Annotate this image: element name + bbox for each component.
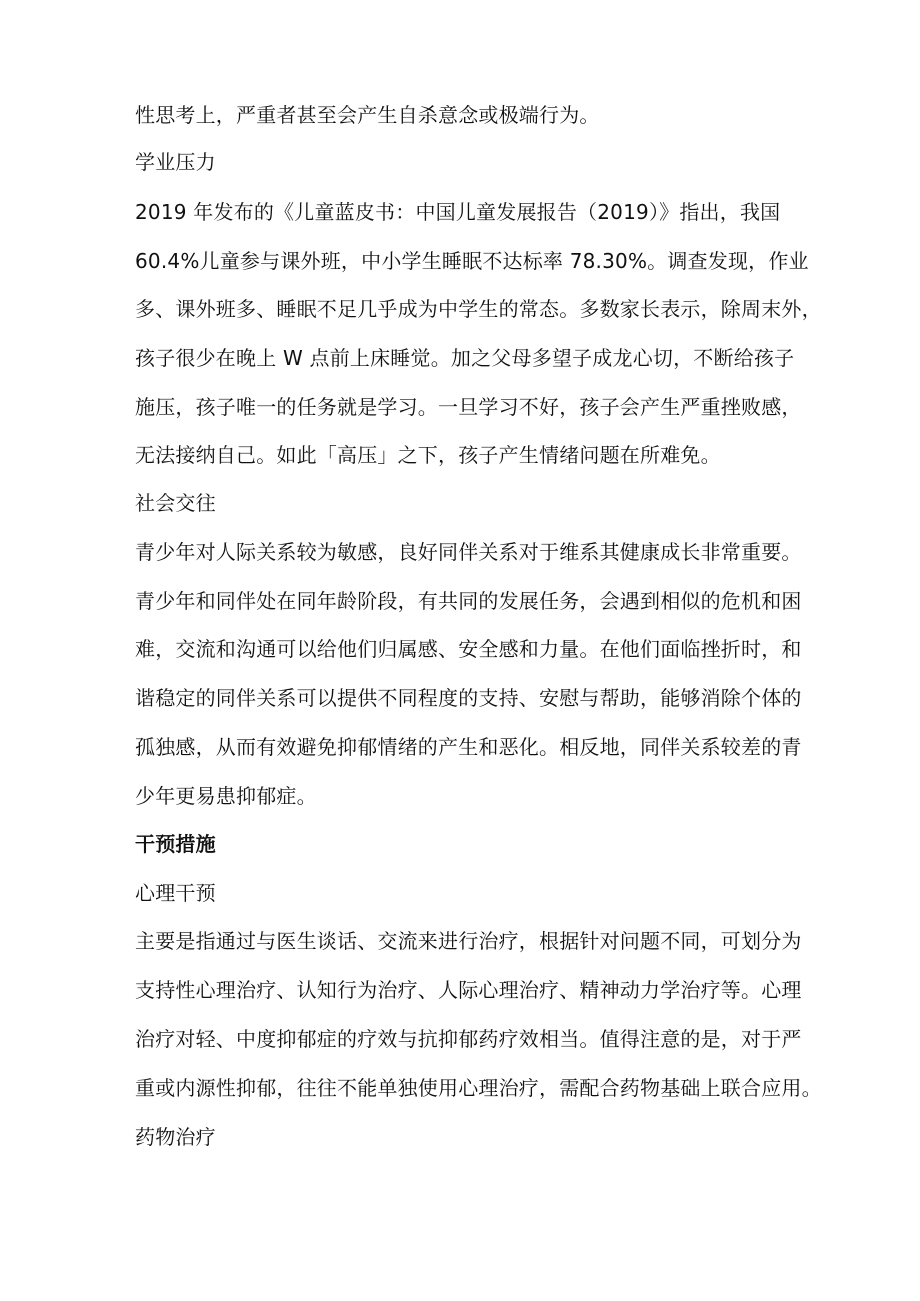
text-line: 支持性心理治疗、认知行为治疗、人际心理治疗、精神动力学治疗等。心理 — [135, 978, 802, 1002]
subheading-drug-treatment: 药物治疗 — [135, 1125, 216, 1149]
subheading-academic-pressure: 学业压力 — [135, 150, 216, 174]
text-line: 谐稳定的同伴关系可以提供不同程度的支持、安慰与帮助，能够消除个体的 — [135, 686, 802, 710]
text-line: 青少年对人际关系较为敏感，良好同伴关系对于维系其健康成长非常重要。 — [135, 540, 802, 564]
text-line: 孩子很少在晚上 W 点前上床睡觉。加之父母多望子成龙心切，不断给孩子 — [135, 346, 795, 370]
text-line: 治疗对轻、中度抑郁症的疗效与抗抑郁药疗效相当。值得注意的是，对于严 — [135, 1027, 802, 1051]
text-line: 难，交流和沟通可以给他们归属感、安全感和力量。在他们面临挫折时，和 — [135, 637, 802, 661]
text-line: 无法接纳自己。如此「高压」之下，孩子产生情绪问题在所难免。 — [135, 443, 721, 467]
text-line: 多、课外班多、睡眠不足几乎成为中学生的常态。多数家长表示，除周末外， — [135, 297, 822, 321]
text-line: 重或内源性抑郁，往往不能单独使用心理治疗，需配合药物基础上联合应用。 — [135, 1076, 822, 1100]
text-line: 2019 年发布的《儿童蓝皮书：中国儿童发展报告（2019）》指出，我国 — [135, 200, 781, 224]
text-line: 主要是指通过与医生谈话、交流来进行治疗，根据针对问题不同，可划分为 — [135, 929, 802, 953]
text-line: 60.4%儿童参与课外班，中小学生睡眠不达标率 78.30%。调查发现，作业 — [135, 249, 809, 273]
text-line: 孤独感，从而有效避免抑郁情绪的产生和恶化。相反地，同伴关系较差的青 — [135, 735, 802, 759]
subheading-social-interaction: 社会交往 — [135, 491, 216, 515]
text-line: 施压，孩子唯一的任务就是学习。一旦学习不好，孩子会产生严重挫败感， — [135, 395, 802, 419]
subheading-psychological-intervention: 心理干预 — [135, 881, 216, 905]
text-line: 少年更易患抑郁症。 — [135, 784, 317, 808]
section-heading-intervention: 干预措施 — [135, 832, 216, 856]
text-line: 青少年和同伴处在同年龄阶段，有共同的发展任务，会遇到相似的危机和困 — [135, 589, 802, 613]
text-line: 性思考上，严重者甚至会产生自杀意念或极端行为。 — [135, 103, 600, 127]
